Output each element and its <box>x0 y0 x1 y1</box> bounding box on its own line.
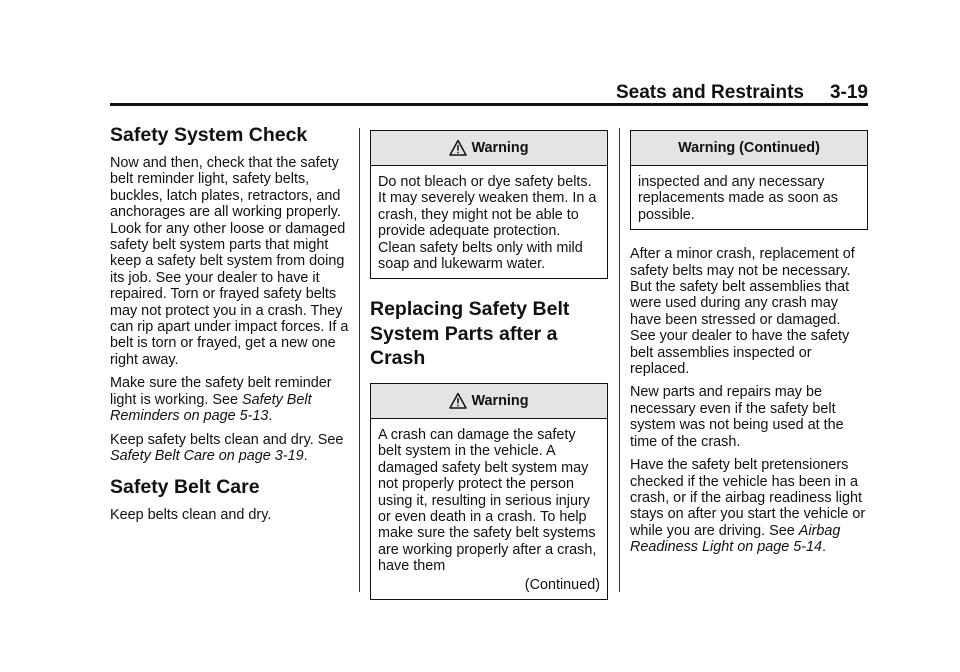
paragraph-text: Keep safety belts clean and dry. See <box>110 431 344 448</box>
warning-box <box>370 383 608 600</box>
paragraph: After a minor crash, replacement of safety belts may not be necessary. But the safety belt assemblies that were used during any crash may have been stressed or damaged. See your dealer to have the safety belt assemblies inspected or replaced. <box>630 246 855 378</box>
warning-box-header <box>371 384 607 419</box>
cross-reference-link[interactable]: Airbag Readiness Light on page 5-14 <box>630 522 841 556</box>
paragraph <box>110 432 350 465</box>
warning-box-body <box>371 166 607 278</box>
column-divider <box>359 128 360 592</box>
header-rule <box>110 103 868 106</box>
paragraph: Keep belts clean and dry. <box>110 507 272 524</box>
warning-title: Warning (Continued) <box>678 139 820 156</box>
warning-box-header <box>631 131 867 166</box>
warning-title: Warning <box>471 392 529 409</box>
cross-reference-link[interactable]: Safety Belt Reminders on page 5-13 <box>110 391 312 425</box>
column-3 <box>630 124 868 563</box>
paragraph: New parts and repairs may be necessary even if the safety belt system was not being used at the time of the crash. <box>630 384 844 450</box>
paragraph-text: . <box>303 447 308 464</box>
column-2 <box>370 124 608 612</box>
heading-replacing-parts <box>370 297 608 371</box>
warning-box <box>370 130 608 279</box>
continued-label: (Continued) <box>524 576 600 593</box>
heading-safety-system-check: Safety System Check <box>110 124 308 146</box>
paragraph <box>630 457 868 555</box>
warning-title: Warning <box>471 139 529 156</box>
warning-text: inspected and any necessary replacements made as soon as possible. <box>638 174 838 223</box>
heading-line: Crash <box>370 347 426 370</box>
warning-box-body <box>631 166 867 229</box>
warning-triangle-icon <box>449 139 467 157</box>
column-divider <box>619 128 620 592</box>
cross-reference-link[interactable]: Safety Belt Care on page 3-19 <box>110 447 304 464</box>
paragraph-text: . <box>268 408 273 425</box>
paragraph-text: Make sure the safety belt reminder light is working. See <box>110 375 332 408</box>
heading-line: Replacing Safety Belt <box>370 298 570 321</box>
heading-line: System Parts after a <box>370 322 558 345</box>
warning-text: A crash can damage the safety belt system in the vehicle. A damaged safety belt system may not properly protect the person using it, resulting in serious injury or even death in a crash. To help make sure the safety belt systems are working properly after a crash, have them <box>378 426 597 575</box>
warning-triangle-icon <box>449 392 467 410</box>
page-header <box>110 81 868 105</box>
page-number: 3-19 <box>829 82 868 103</box>
warning-box-body <box>371 419 607 599</box>
warning-text: Do not bleach or dye safety belts. It may severely weaken them. In a crash, they might not be able to provide adequate protection. Clean safety belts only with mild soap and lukewarm water. <box>378 174 597 273</box>
section-title: Seats and Restraints <box>616 82 804 103</box>
paragraph: Now and then, check that the safety belt reminder light, safety belts, buckles, latch plates, retractors, and anchorages are all working properly. Look for any other loose or damaged safety belt system parts that might keep a safety belt system from doing its job. See your dealer to have it repaired. Torn or frayed safety belts may not protect you in a crash. They can rip apart under impact forces. If a belt is torn or frayed, get a new one right away. <box>110 155 349 368</box>
warning-continued-box <box>630 130 868 230</box>
paragraph-text: . <box>822 539 827 556</box>
paragraph-text: Have the safety belt pretensioners checked if the vehicle has been in a crash, or if the airbag readiness light stays on after you start the vehicle or while you are driving. See <box>630 457 866 539</box>
column-1 <box>110 124 350 531</box>
heading-safety-belt-care: Safety Belt Care <box>110 476 260 499</box>
paragraph <box>110 375 350 424</box>
warning-box-header <box>371 131 607 166</box>
